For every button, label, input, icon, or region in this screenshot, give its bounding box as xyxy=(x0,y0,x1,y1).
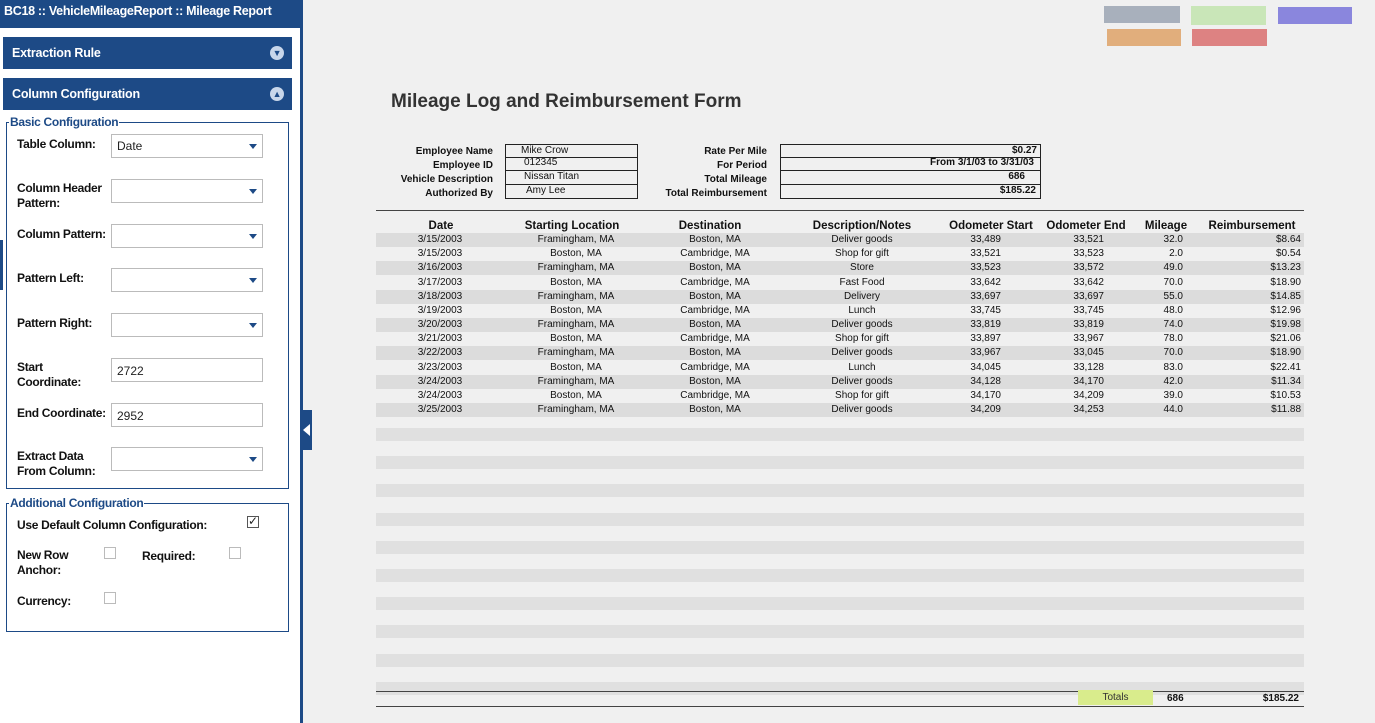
employee-name-label: Employee Name xyxy=(415,146,493,157)
cell-odometer-start: 33,489 xyxy=(970,234,1001,245)
total-mileage-value: 686 xyxy=(780,171,1041,185)
cell-notes: Deliver goods xyxy=(831,347,893,359)
window-title: BC18 :: VehicleMileageReport :: Mileage Report xyxy=(0,0,300,28)
end-coordinate-label: End Coordinate: xyxy=(17,406,106,420)
cell-destination: Boston, MA xyxy=(689,347,741,359)
table-row xyxy=(376,247,1304,261)
cell-reimbursement: $8.64 xyxy=(1275,234,1301,245)
cell-destination: Boston, MA xyxy=(689,404,741,416)
table-row xyxy=(376,403,1304,417)
empty-row-band xyxy=(376,654,1304,667)
chevron-down-icon xyxy=(249,234,257,239)
cell-notes: Lunch xyxy=(848,361,876,373)
cell-reimbursement: $13.23 xyxy=(1270,262,1301,274)
col-header-date: Date xyxy=(428,220,454,232)
cell-start-location: Framingham, MA xyxy=(537,375,615,387)
chevron-down-icon xyxy=(249,144,257,149)
empty-row-band xyxy=(376,484,1304,497)
additional-configuration-legend: Additional Configuration xyxy=(10,496,144,510)
total-mileage-label: Total Mileage xyxy=(704,174,767,185)
cell-destination: Cambridge, MA xyxy=(680,276,750,288)
vehicle-label: Vehicle Description xyxy=(400,174,493,185)
table-row xyxy=(376,361,1304,375)
cell-destination: Cambridge, MA xyxy=(680,304,750,316)
cell-start-location: Framingham, MA xyxy=(537,347,615,359)
rate-label: Rate Per Mile xyxy=(704,146,767,157)
pattern-right-select[interactable] xyxy=(111,313,263,337)
table-row xyxy=(376,261,1304,275)
col-header-mileage: Mileage xyxy=(1144,220,1188,232)
cell-mileage: 70.0 xyxy=(1163,347,1183,359)
cell-odometer-start: 34,045 xyxy=(970,361,1001,373)
cell-odometer-end: 33,523 xyxy=(1073,248,1104,260)
cell-notes: Deliver goods xyxy=(831,375,893,387)
cell-odometer-end: 33,697 xyxy=(1073,290,1104,302)
new-row-anchor-label: New Row Anchor: xyxy=(17,548,69,577)
cell-reimbursement: $14.85 xyxy=(1270,290,1301,302)
color-swatch-1[interactable] xyxy=(1104,6,1180,23)
column-header-pattern-label: Column Header Pattern: xyxy=(17,181,102,210)
col-header-odo-start: Odometer Start xyxy=(949,220,1033,232)
cell-notes: Deliver goods xyxy=(831,319,893,331)
table-row xyxy=(376,304,1304,318)
use-default-checkbox[interactable] xyxy=(247,516,259,528)
col-header-destination: Destination xyxy=(678,220,742,232)
color-swatch-3[interactable] xyxy=(1278,7,1352,24)
empty-row-band xyxy=(376,513,1304,526)
color-swatch-5[interactable] xyxy=(1192,29,1267,46)
cell-odometer-end: 34,170 xyxy=(1073,375,1104,387)
cell-odometer-end: 33,967 xyxy=(1073,333,1104,345)
cell-odometer-end: 33,572 xyxy=(1073,262,1104,274)
cell-date: 3/24/2003 xyxy=(417,375,463,387)
cell-odometer-start: 33,745 xyxy=(970,304,1001,316)
table-row xyxy=(376,276,1304,290)
cell-odometer-end: 33,128 xyxy=(1073,361,1104,373)
cell-date: 3/21/2003 xyxy=(417,333,463,345)
cell-notes: Shop for gift xyxy=(835,389,889,401)
empty-row-band xyxy=(376,456,1304,469)
use-default-label: Use Default Column Configuration: xyxy=(17,518,208,532)
cell-mileage: 74.0 xyxy=(1163,319,1183,331)
cell-reimbursement: $18.90 xyxy=(1270,276,1301,288)
extraction-rule-accordion[interactable] xyxy=(3,37,292,69)
cell-notes: Lunch xyxy=(848,304,876,316)
start-coordinate-label: Start Coordinate: xyxy=(17,360,82,389)
authorized-label: Authorized By xyxy=(425,188,493,199)
col-header-odo-end: Odometer End xyxy=(1046,220,1126,232)
cell-reimbursement: $18.90 xyxy=(1270,347,1301,359)
start-coordinate-input[interactable]: 2722 xyxy=(111,358,263,382)
cell-reimbursement: $12.96 xyxy=(1270,304,1301,316)
cell-odometer-end: 33,521 xyxy=(1073,234,1104,245)
cell-odometer-start: 33,521 xyxy=(970,248,1001,260)
cell-odometer-end: 34,253 xyxy=(1073,404,1104,416)
pattern-left-label: Pattern Left: xyxy=(17,271,84,285)
totals-top-rule xyxy=(376,691,1304,692)
cell-odometer-start: 33,897 xyxy=(970,333,1001,345)
cell-date: 3/18/2003 xyxy=(417,290,463,302)
basic-configuration-section xyxy=(6,115,289,489)
period-value: From 3/1/03 to 3/31/03 xyxy=(780,157,1041,171)
cell-mileage: 44.0 xyxy=(1163,404,1183,416)
cell-date: 3/23/2003 xyxy=(417,361,463,373)
cell-destination: Boston, MA xyxy=(689,319,741,331)
cell-mileage: 70.0 xyxy=(1163,276,1183,288)
extract-data-select[interactable] xyxy=(111,447,263,471)
rate-value: $0.27 xyxy=(780,144,1041,158)
empty-row-band xyxy=(376,625,1304,638)
cell-start-location: Boston, MA xyxy=(550,389,602,401)
col-header-start: Starting Location xyxy=(524,220,620,232)
cell-start-location: Framingham, MA xyxy=(537,290,615,302)
totals-mileage: 686 xyxy=(1167,693,1184,704)
pattern-left-select[interactable] xyxy=(111,268,263,292)
table-row xyxy=(376,318,1304,332)
cell-start-location: Framingham, MA xyxy=(537,404,615,416)
collapse-panel-button[interactable] xyxy=(302,410,312,450)
table-column-label: Table Column: xyxy=(17,137,96,151)
cell-mileage: 49.0 xyxy=(1163,262,1183,274)
cell-mileage: 83.0 xyxy=(1163,361,1183,373)
table-column-select[interactable] xyxy=(111,134,263,158)
cell-date: 3/20/2003 xyxy=(417,319,463,331)
empty-row-band xyxy=(376,682,1304,695)
new-row-anchor-checkbox[interactable] xyxy=(104,547,116,559)
basic-configuration-legend: Basic Configuration xyxy=(10,115,119,129)
table-row xyxy=(376,346,1304,360)
cell-destination: Cambridge, MA xyxy=(680,361,750,373)
cell-mileage: 42.0 xyxy=(1163,375,1183,387)
cell-odometer-start: 33,642 xyxy=(970,276,1001,288)
cell-notes: Fast Food xyxy=(839,276,885,288)
cell-start-location: Framingham, MA xyxy=(537,262,615,274)
employee-name-value: Mike Crow xyxy=(505,144,638,158)
chevron-down-icon xyxy=(249,457,257,462)
cell-start-location: Boston, MA xyxy=(550,304,602,316)
form-title: Mileage Log and Reimbursement Form xyxy=(391,91,742,112)
cell-date: 3/15/2003 xyxy=(417,234,463,245)
cell-reimbursement: $10.53 xyxy=(1270,389,1301,401)
totals-bottom-rule xyxy=(376,706,1304,707)
table-row xyxy=(376,290,1304,304)
chevron-down-icon xyxy=(249,278,257,283)
cell-date: 3/25/2003 xyxy=(417,404,463,416)
col-header-reimbursement: Reimbursement xyxy=(1208,220,1296,232)
cell-odometer-start: 33,967 xyxy=(970,347,1001,359)
cell-odometer-start: 33,697 xyxy=(970,290,1001,302)
cell-odometer-start: 33,819 xyxy=(970,319,1001,331)
total-reimbursement-value: $185.22 xyxy=(780,185,1041,199)
totals-label: Totals xyxy=(1078,690,1153,705)
cell-odometer-end: 34,209 xyxy=(1073,389,1104,401)
cell-destination: Boston, MA xyxy=(689,262,741,274)
cell-odometer-end: 33,819 xyxy=(1073,319,1104,331)
cell-mileage: 78.0 xyxy=(1163,333,1183,345)
cell-destination: Cambridge, MA xyxy=(680,389,750,401)
cell-odometer-end: 33,045 xyxy=(1073,347,1104,359)
cell-date: 3/24/2003 xyxy=(417,389,463,401)
chevron-down-icon xyxy=(249,189,257,194)
cell-start-location: Boston, MA xyxy=(550,333,602,345)
cell-date: 3/16/2003 xyxy=(417,262,463,274)
cell-date: 3/15/2003 xyxy=(417,248,463,260)
chevron-down-icon: ▼ xyxy=(270,46,284,60)
column-pattern-label: Column Pattern: xyxy=(17,227,106,241)
employee-id-value: 012345 xyxy=(505,157,638,171)
cell-reimbursement: $11.88 xyxy=(1271,404,1301,416)
pattern-right-label: Pattern Right: xyxy=(17,316,93,330)
table-row xyxy=(376,389,1304,403)
cell-date: 3/17/2003 xyxy=(417,276,463,288)
chevron-down-icon xyxy=(249,323,257,328)
cell-notes: Deliver goods xyxy=(831,404,893,416)
panel-edge-marker xyxy=(0,240,3,290)
column-configuration-accordion[interactable] xyxy=(3,78,292,110)
employee-id-label: Employee ID xyxy=(432,160,493,171)
extract-data-label: Extract Data From Column: xyxy=(17,449,96,478)
table-top-rule xyxy=(376,210,1304,211)
cell-odometer-start: 33,523 xyxy=(970,262,1001,274)
cell-reimbursement: $21.06 xyxy=(1270,333,1301,345)
extraction-rule-label: Extraction Rule xyxy=(12,46,101,60)
column-header-pattern-select[interactable] xyxy=(111,179,263,203)
cell-destination: Boston, MA xyxy=(689,290,741,302)
cell-reimbursement: $19.98 xyxy=(1270,319,1301,331)
cell-start-location: Boston, MA xyxy=(550,248,602,260)
required-checkbox[interactable] xyxy=(229,547,241,559)
totals-reimbursement: $185.22 xyxy=(1262,693,1299,704)
authorized-value: Amy Lee xyxy=(505,185,638,199)
cell-odometer-start: 34,209 xyxy=(970,404,1001,416)
total-reimbursement-label: Total Reimbursement xyxy=(665,188,767,199)
table-column-value: Date xyxy=(117,139,143,153)
column-pattern-select[interactable] xyxy=(111,224,263,248)
column-configuration-label: Column Configuration xyxy=(12,87,140,101)
cell-date: 3/22/2003 xyxy=(417,347,463,359)
period-label: For Period xyxy=(716,160,767,171)
cell-start-location: Framingham, MA xyxy=(537,234,615,245)
cell-mileage: 55.0 xyxy=(1163,290,1183,302)
cell-notes: Shop for gift xyxy=(835,333,889,345)
cell-mileage: 48.0 xyxy=(1163,304,1183,316)
cell-odometer-start: 34,128 xyxy=(970,375,1001,387)
cell-destination: Boston, MA xyxy=(689,234,741,245)
cell-notes: Store xyxy=(850,262,874,274)
chevron-up-icon: ▲ xyxy=(270,87,284,101)
color-swatch-4[interactable] xyxy=(1107,29,1181,46)
cell-mileage: 2.0 xyxy=(1169,248,1183,260)
cell-start-location: Framingham, MA xyxy=(537,319,615,331)
vehicle-value: Nissan Titan xyxy=(505,171,638,185)
cell-reimbursement: $11.34 xyxy=(1271,375,1301,387)
cell-destination: Cambridge, MA xyxy=(680,248,750,260)
currency-checkbox[interactable] xyxy=(104,592,116,604)
empty-row-band xyxy=(376,428,1304,441)
cell-reimbursement: $22.41 xyxy=(1270,361,1301,373)
cell-odometer-end: 33,642 xyxy=(1073,276,1104,288)
empty-row-band xyxy=(376,541,1304,554)
table-row xyxy=(376,375,1304,389)
cell-start-location: Boston, MA xyxy=(550,361,602,373)
required-label: Required: xyxy=(142,549,196,563)
cell-odometer-start: 34,170 xyxy=(970,389,1001,401)
cell-reimbursement: $0.54 xyxy=(1275,248,1301,260)
cell-destination: Boston, MA xyxy=(689,375,741,387)
end-coordinate-input[interactable]: 2952 xyxy=(111,403,263,427)
cell-mileage: 32.0 xyxy=(1163,234,1183,245)
cell-date: 3/19/2003 xyxy=(417,304,463,316)
empty-row-band xyxy=(376,597,1304,610)
cell-destination: Cambridge, MA xyxy=(680,333,750,345)
cell-notes: Deliver goods xyxy=(831,234,893,245)
table-row xyxy=(376,332,1304,346)
cell-mileage: 39.0 xyxy=(1163,389,1183,401)
cell-start-location: Boston, MA xyxy=(550,276,602,288)
table-row xyxy=(376,233,1304,247)
col-header-notes: Description/Notes xyxy=(812,220,912,232)
cell-notes: Shop for gift xyxy=(835,248,889,260)
currency-label: Currency: xyxy=(17,594,71,608)
config-panel xyxy=(0,0,303,723)
empty-row-band xyxy=(376,569,1304,582)
cell-notes: Delivery xyxy=(843,290,881,302)
color-swatch-2[interactable] xyxy=(1191,6,1266,25)
cell-odometer-end: 33,745 xyxy=(1073,304,1104,316)
